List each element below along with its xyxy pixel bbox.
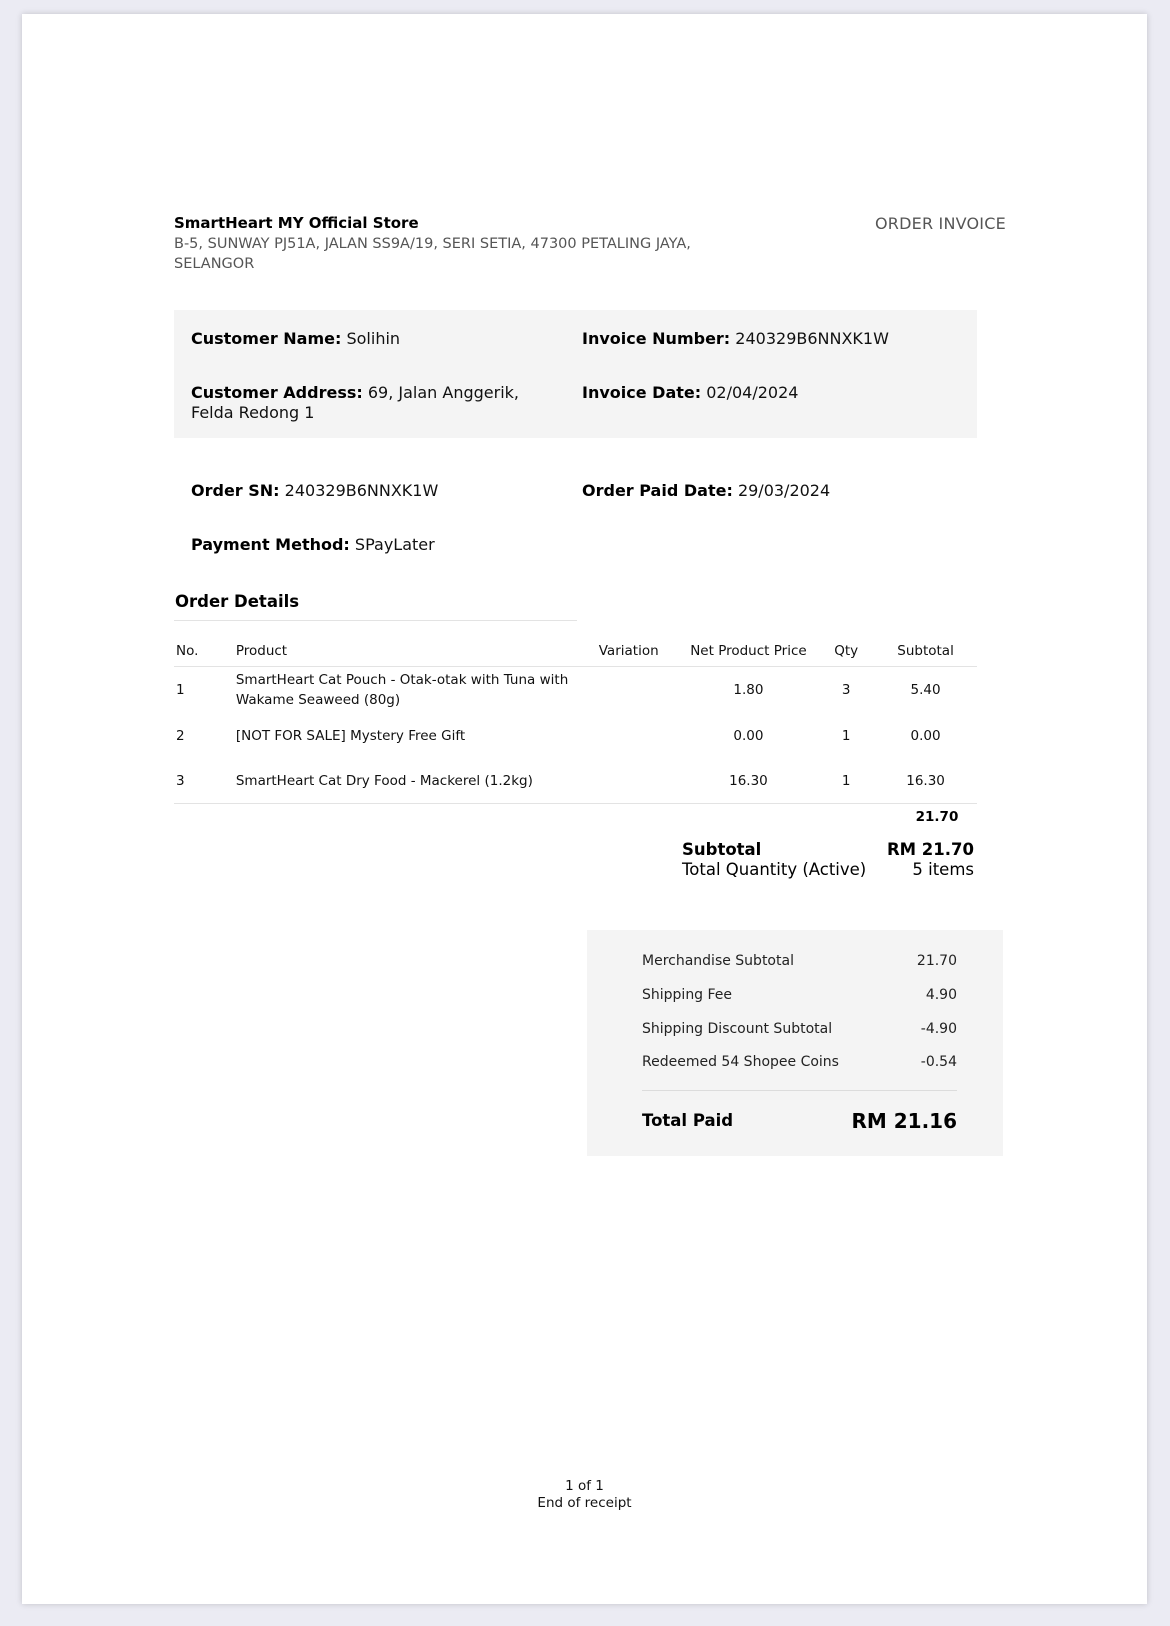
payment-row-label: Shipping Fee — [642, 987, 733, 1003]
order-details-title: Order Details — [175, 592, 300, 611]
row-qty: 1 — [841, 772, 851, 789]
row-price: 16.30 — [729, 772, 768, 789]
payment-row-value: -0.54 — [920, 1054, 957, 1070]
document-title: ORDER INVOICE — [875, 214, 1006, 233]
row-variation — [579, 758, 679, 803]
invoice-number-value: 240329B6NNXK1W — [735, 329, 889, 348]
payment-row-label: Shipping Discount Subtotal — [642, 1021, 833, 1037]
store-name: SmartHeart MY Official Store — [174, 214, 419, 232]
row-no: 1 — [176, 682, 185, 698]
customer-name-field — [191, 329, 400, 349]
order-items-table — [174, 636, 977, 804]
order-paid-date-field — [582, 481, 830, 501]
row-price: 0.00 — [733, 727, 764, 744]
payment-method-label: Payment Method: — [191, 535, 350, 554]
total-quantity-label: Total Quantity (Active) — [682, 860, 867, 879]
row-qty: 3 — [841, 682, 851, 698]
header-price: Net Product Price — [690, 643, 807, 659]
total-paid-label: Total Paid — [642, 1111, 734, 1130]
store-address: B-5, SUNWAY PJ51A, JALAN SS9A/19, SERI SETIA, 47300 PETALING JAYA, SELANGOR — [174, 236, 691, 272]
payment-row-label: Merchandise Subtotal — [642, 953, 794, 969]
table-total: 21.70 — [915, 809, 959, 825]
row-no: 3 — [176, 772, 185, 789]
row-product: SmartHeart Cat Pouch - Otak-otak with Tuna with Wakame Seaweed (80g) — [235, 672, 569, 708]
row-subtotal: 0.00 — [910, 727, 941, 744]
header-qty: Qty — [834, 643, 859, 659]
header-product: Product — [235, 643, 288, 659]
invoice-date-field — [582, 383, 798, 403]
payment-row-value: 4.90 — [925, 987, 957, 1003]
subtotal-value: RM 21.70 — [886, 840, 974, 859]
payment-method-field — [191, 535, 435, 555]
payment-row — [642, 987, 957, 1003]
row-product: SmartHeart Cat Dry Food - Mackerel (1.2kg) — [235, 772, 533, 789]
order-paid-date-label: Order Paid Date: — [582, 481, 733, 500]
total-paid-value: RM 21.16 — [851, 1109, 957, 1133]
payment-row-value: -4.90 — [920, 1021, 957, 1037]
row-price: 1.80 — [733, 682, 764, 698]
row-subtotal: 16.30 — [906, 772, 945, 789]
table-row — [174, 758, 977, 803]
subtotal-label: Subtotal — [682, 840, 762, 859]
row-product: [NOT FOR SALE] Mystery Free Gift — [235, 727, 466, 744]
invoice-number-field — [582, 329, 889, 349]
customer-address-label: Customer Address: — [191, 383, 363, 402]
invoice-date-value: 02/04/2024 — [706, 383, 799, 402]
customer-address-field — [191, 383, 561, 423]
row-variation — [579, 713, 679, 758]
payment-row-label: Redeemed 54 Shopee Coins — [642, 1054, 839, 1070]
order-sn-value: 240329B6NNXK1W — [284, 481, 439, 500]
payment-row-value: 21.70 — [916, 953, 957, 969]
order-sn-field — [191, 481, 438, 501]
payment-method-value: SPayLater — [354, 535, 435, 554]
table-row — [174, 713, 977, 758]
header-subtotal: Subtotal — [897, 643, 954, 659]
customer-name-value: Solihin — [346, 329, 401, 348]
customer-info-box — [174, 310, 977, 438]
payment-row — [642, 1021, 957, 1037]
end-of-receipt: End of receipt — [537, 1495, 632, 1511]
row-subtotal: 5.40 — [910, 682, 941, 698]
table-top-divider — [174, 620, 577, 621]
row-no: 2 — [176, 727, 185, 744]
order-sn-label: Order SN: — [191, 481, 280, 500]
invoice-date-label: Invoice Date: — [582, 383, 702, 402]
order-paid-date-value: 29/03/2024 — [737, 481, 831, 500]
row-qty: 1 — [841, 727, 851, 744]
total-quantity-value: 5 items — [912, 860, 974, 879]
payment-row — [642, 1054, 957, 1070]
table-header-row — [174, 636, 977, 666]
payment-divider — [642, 1090, 957, 1091]
row-variation — [579, 667, 679, 713]
invoice-page — [22, 14, 1147, 1604]
customer-address-value: 69, Jalan Anggerik, Felda Redong 1 — [191, 383, 520, 422]
header-no: No. — [176, 643, 199, 659]
payment-row — [642, 953, 957, 969]
header-variation: Variation — [598, 643, 659, 659]
payment-summary-box — [587, 930, 1003, 1156]
table-row — [174, 667, 977, 713]
table-bottom-divider — [174, 803, 977, 804]
invoice-number-label: Invoice Number: — [582, 329, 731, 348]
customer-name-label: Customer Name: — [191, 329, 342, 348]
page-number: 1 of 1 — [565, 1478, 604, 1494]
